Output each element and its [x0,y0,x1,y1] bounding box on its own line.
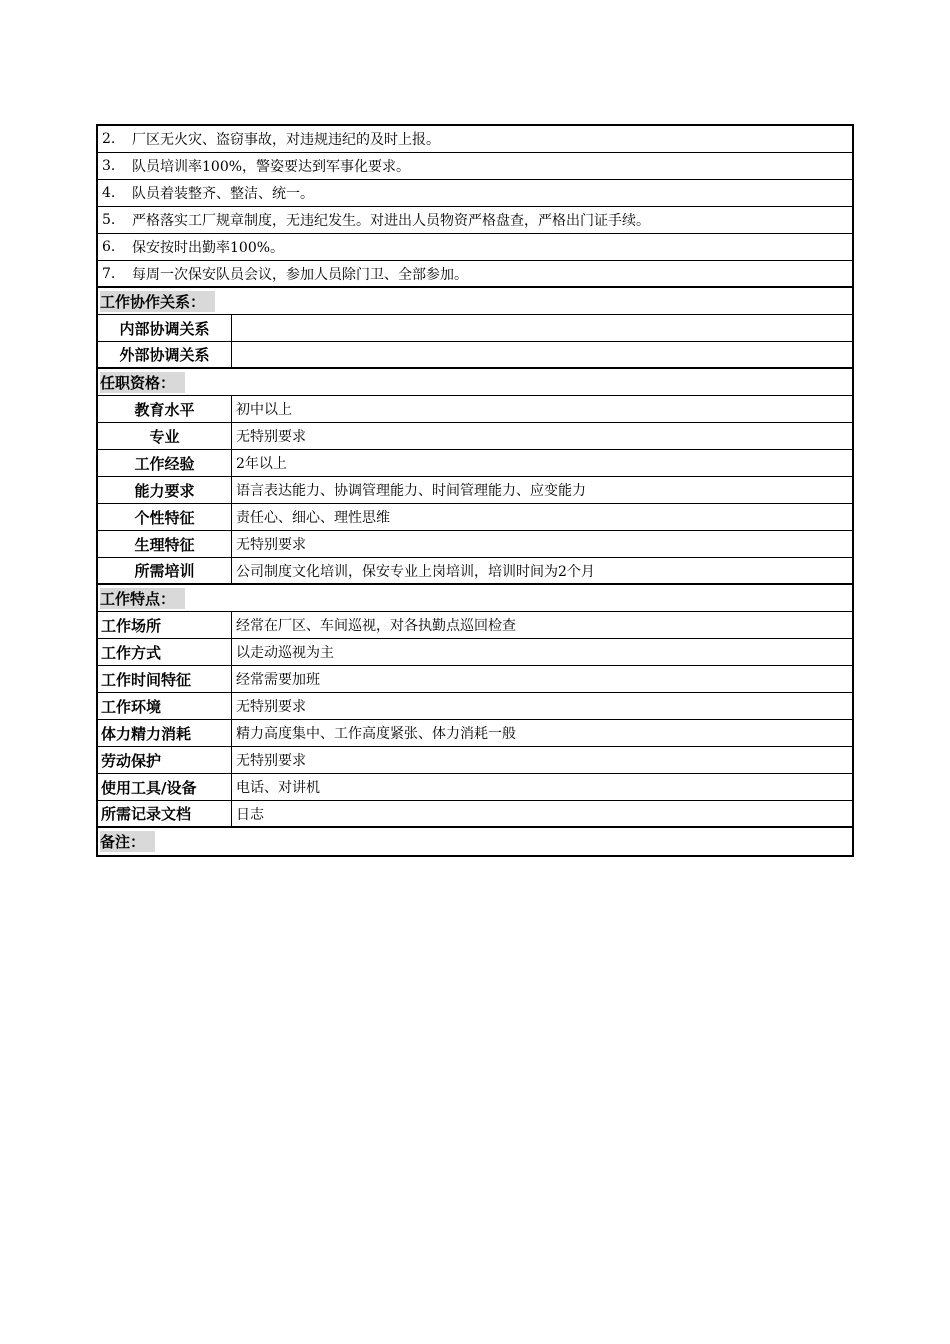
qualification-row [98,477,852,504]
qualification-row [98,450,852,477]
external-coordination-value [232,342,852,367]
feature-value: 经常需要加班 [236,672,320,688]
internal-coordination-value [232,315,852,341]
qualification-label: 个性特征 [98,504,232,530]
duty-number: 3. [102,158,116,174]
external-coordination-row [98,342,852,369]
feature-value: 经常在厂区、车间巡视，对各执勤点巡回检查 [236,618,516,634]
feature-label: 劳动保护 [98,747,232,773]
duty-number: 6. [102,239,116,255]
qualification-value: 公司制度文化培训，保安专业上岗培训，培训时间为2个月 [236,563,595,580]
qualification-label: 生理特征 [98,531,232,557]
qualifications-header-text: 任职资格： [100,372,185,393]
qualification-label: 工作经验 [98,450,232,476]
qualification-value: 无特别要求 [236,537,306,553]
job-description-sheet [96,124,854,857]
feature-row [98,801,852,828]
feature-value: 无特别要求 [236,753,306,769]
duty-text: 严格落实工厂规章制度，无违纪发生。对进出人员物资严格盘查，严格出门证手续。 [132,213,650,229]
duty-number: 7. [102,265,116,282]
duty-row [98,207,852,234]
duty-row [98,180,852,207]
qualification-value: 无特别要求 [236,429,306,445]
qualification-value: 责任心、细心、理性思维 [236,510,390,526]
feature-row [98,747,852,774]
duty-number: 4. [102,185,116,201]
feature-label: 工作方式 [98,639,232,665]
feature-row [98,774,852,801]
cooperation-header-text: 工作协作关系： [100,291,215,312]
feature-value: 日志 [236,806,264,823]
feature-row [98,612,852,639]
feature-label: 体力精力消耗 [98,720,232,746]
feature-value: 电话、对讲机 [236,780,320,796]
feature-row [98,720,852,747]
duty-row [98,261,852,288]
features-header-text: 工作特点： [100,588,185,609]
duty-row [98,234,852,261]
feature-value: 无特别要求 [236,699,306,715]
features-section-header [98,585,852,612]
duty-text: 保安按时出勤率100%。 [132,240,285,256]
duty-text: 厂区无火灾、盗窃事故，对违规违纪的及时上报。 [132,132,440,148]
duty-text: 队员着装整齐、整洁、统一。 [132,186,314,202]
feature-row [98,666,852,693]
duty-text: 队员培训率100%，警姿要达到军事化要求。 [132,159,411,175]
qualification-label: 所需培训 [98,558,232,583]
feature-label: 工作时间特征 [98,666,232,692]
feature-label: 工作环境 [98,693,232,719]
duty-text: 每周一次保安队员会议，参加人员除门卫、全部参加。 [132,266,468,283]
feature-value: 精力高度集中、工作高度紧张、体力消耗一般 [236,726,516,742]
qualification-value: 语言表达能力、协调管理能力、时间管理能力、应变能力 [236,483,586,499]
qualifications-section-header [98,369,852,396]
qualification-row [98,531,852,558]
qualification-row [98,423,852,450]
duty-row [98,126,852,153]
qualification-value: 2年以上 [236,456,287,472]
feature-row [98,639,852,666]
qualification-row [98,504,852,531]
qualification-row [98,396,852,423]
qualification-label: 专业 [98,423,232,449]
qualification-label: 教育水平 [98,396,232,422]
internal-coordination-row [98,315,852,342]
duty-number: 2. [102,131,116,147]
remarks-row [98,828,852,855]
qualification-row [98,558,852,585]
qualification-value: 初中以上 [236,402,292,418]
cooperation-section-header [98,288,852,315]
qualification-label: 能力要求 [98,477,232,503]
duty-number: 5. [102,212,116,228]
duty-row [98,153,852,180]
feature-label: 所需记录文档 [98,801,232,826]
internal-coordination-label: 内部协调关系 [98,315,232,341]
feature-label: 使用工具/设备 [98,774,232,800]
remarks-header-text: 备注： [100,831,155,852]
external-coordination-label: 外部协调关系 [98,342,232,367]
feature-row [98,693,852,720]
feature-label: 工作场所 [98,612,232,638]
feature-value: 以走动巡视为主 [236,645,334,661]
